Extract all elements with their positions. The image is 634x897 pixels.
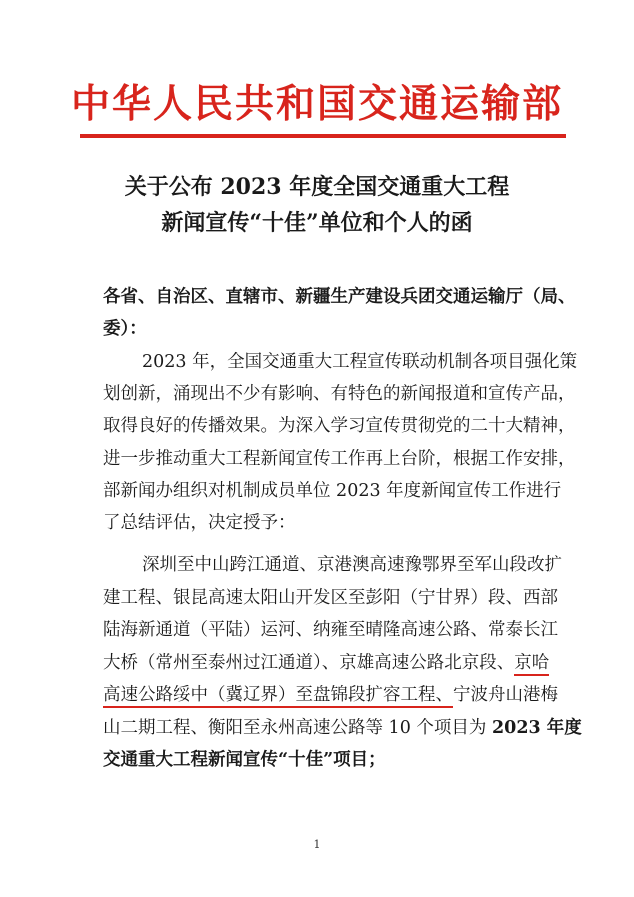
paragraph-2-line-6: [103, 715, 582, 741]
paragraph-2-line-2: 建工程、银昆高速太阳山开发区至彭阳（宁甘界）段、西部: [103, 588, 558, 608]
paragraph-2-line-5-text: 宁波舟山港梅: [453, 685, 558, 705]
paragraph-2-line-3: 陆海新通道（平陆）运河、纳雍至晴隆高速公路、常泰长江: [103, 620, 558, 640]
issuing-organization-header: 中华人民共和国交通运输部: [70, 82, 563, 127]
underlined-project-name-start: 京哈: [514, 653, 549, 676]
paragraph-2-line-6-text: 山二期工程、衡阳至永州高速公路等 10 个项目为: [103, 718, 492, 738]
paragraph-1-line-1: 2023 年，全国交通重大工程宣传联动机制各项目强化策: [142, 352, 578, 372]
document-title-line-2: 新闻宣传“十佳”单位和个人的函: [161, 210, 473, 236]
award-title-bold: 交通重大工程新闻宣传“十佳”项目；: [103, 750, 386, 770]
paragraph-2-line-5: [103, 682, 558, 708]
paragraph-2-line-4: [103, 650, 549, 676]
salutation-line-2: 委）：: [103, 319, 147, 339]
paragraph-2-line-4-text: 大桥（常州至泰州过江通道）、京雄高速公路北京段、: [103, 653, 515, 673]
paragraph-1-line-2: 划创新，涌现出不少有影响、有特色的新闻报道和宣传产品，: [103, 384, 576, 404]
paragraph-1-line-6: 了总结评估，决定授予：: [103, 513, 296, 533]
paragraph-1-line-3: 取得良好的传播效果。为深入学习宣传贯彻党的二十大精神，: [103, 416, 576, 436]
page-number: 1: [313, 838, 321, 851]
award-year-bold: 2023 年度: [491, 718, 582, 738]
paragraph-1-line-4: 进一步推动重大工程新闻宣传工作再上台阶，根据工作安排，: [103, 449, 576, 469]
paragraph-1-line-5: 部新闻办组织对机制成员单位 2023 年度新闻宣传工作进行: [103, 481, 562, 501]
header-red-rule: [80, 134, 566, 138]
document-title-line-1: 关于公布 2023 年度全国交通重大工程: [124, 174, 510, 200]
paragraph-2-line-1: 深圳至中山跨江通道、京港澳高速豫鄂界至军山段改扩: [142, 555, 562, 575]
salutation-line-1: 各省、自治区、直辖市、新疆生产建设兵团交通运输厅（局、: [103, 287, 576, 307]
underlined-project-name-end: 高速公路绥中（冀辽界）至盘锦段扩容工程、: [103, 685, 453, 708]
